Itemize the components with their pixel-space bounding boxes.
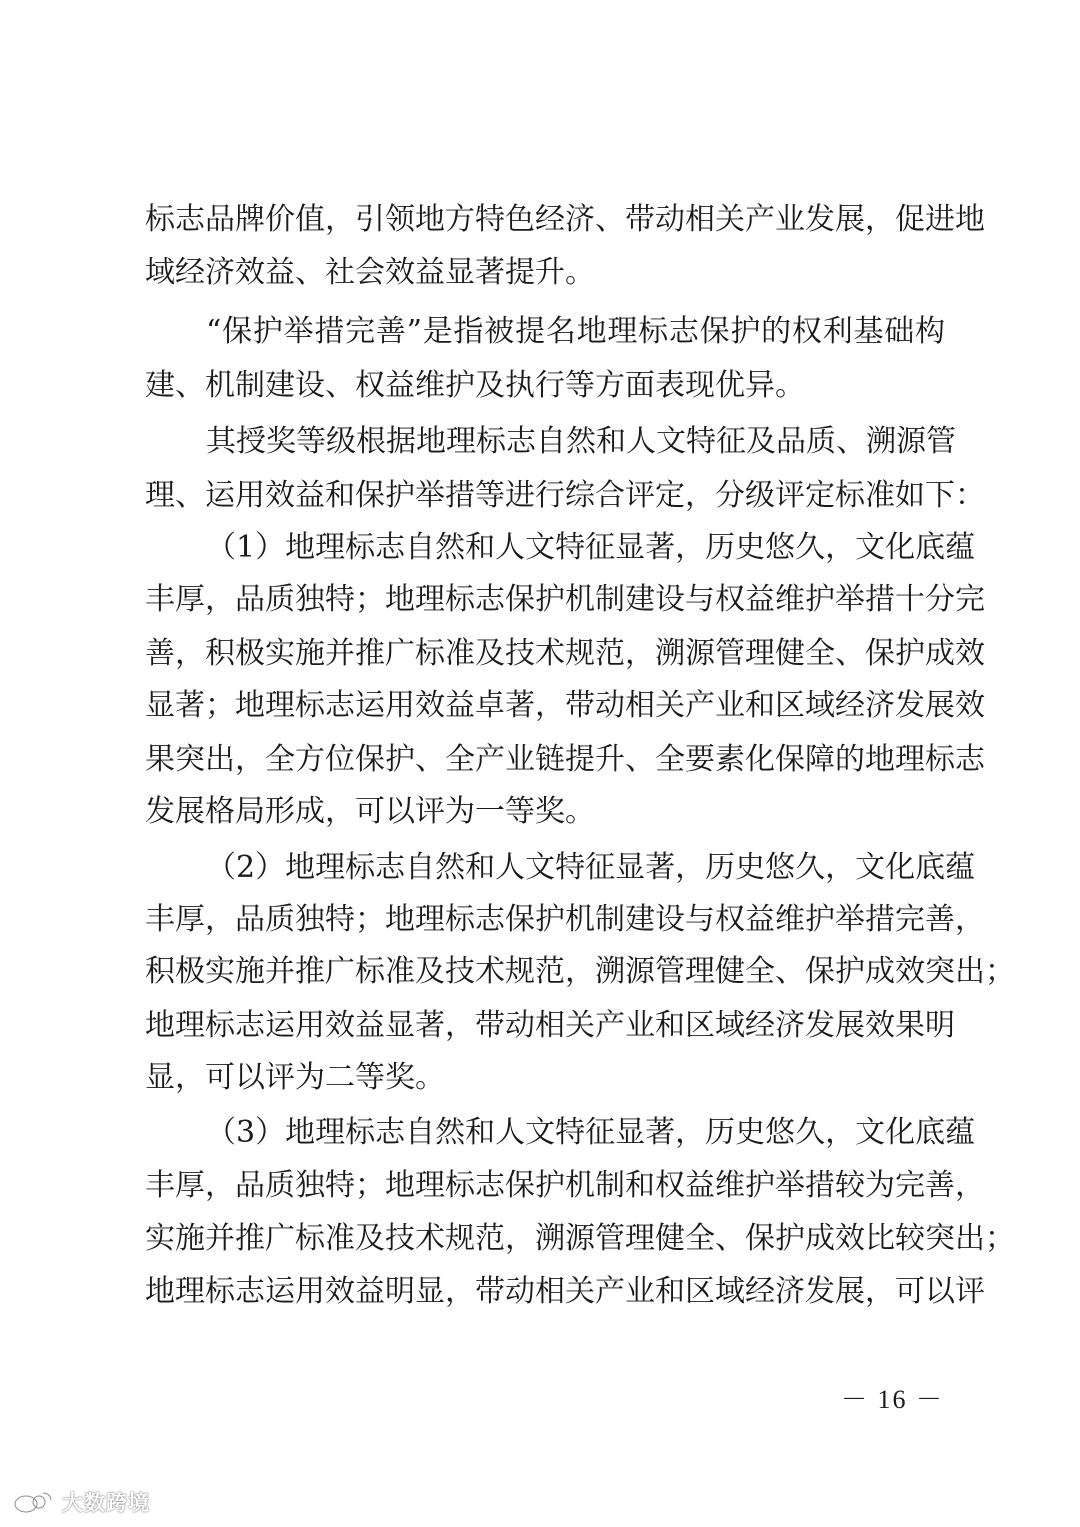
text-line: （1）地理标志自然和人文特征显著，历史悠久，文化底蕴 — [206, 530, 976, 565]
text-line: 实施并推广标准及技术规范，溯源管理健全、保护成效比较突出； — [145, 1221, 1015, 1256]
text-line: 理、运用效益和保护举措等进行综合评定，分级评定标准如下： — [145, 478, 985, 513]
text-line: 丰厚，品质独特；地理标志保护机制建设与权益维护举措完善， — [145, 902, 985, 937]
text-line: 积极实施并推广标准及技术规范，溯源管理健全、保护成效突出； — [145, 954, 1015, 989]
text-line: 发展格局形成，可以评为一等奖。 — [145, 794, 595, 829]
text-line: “保护举措完善”是指被提名地理标志保护的权利基础构 — [206, 314, 945, 349]
text-line: 建、机制建设、权益维护及执行等方面表现优异。 — [145, 368, 805, 403]
text-line: 果突出，全方位保护、全产业链提升、全要素化保障的地理标志 — [145, 742, 985, 777]
text-line: 善，积极实施并推广标准及技术规范，溯源管理健全、保护成效 — [145, 636, 985, 671]
text-line: 丰厚，品质独特；地理标志保护机制和权益维护举措较为完善， — [145, 1168, 985, 1203]
text-line: 地理标志运用效益显著，带动相关产业和区域经济发展效果明 — [145, 1008, 955, 1043]
page-number: － 16 － — [840, 1385, 944, 1414]
watermark-text: 大数跨境 — [62, 1491, 150, 1515]
watermark — [12, 1487, 150, 1517]
text-line: （2）地理标志自然和人文特征显著，历史悠久，文化底蕴 — [206, 850, 976, 885]
text-line: 丰厚，品质独特；地理标志保护机制建设与权益维护举措十分完 — [145, 582, 985, 617]
text-line: （3）地理标志自然和人文特征显著，历史悠久，文化底蕴 — [206, 1115, 976, 1150]
text-line: 其授奖等级根据地理标志自然和人文特征及品质、溯源管 — [206, 424, 956, 459]
text-line: 域经济效益、社会效益显著提升。 — [145, 255, 595, 290]
weibo-like-logo-icon — [12, 1488, 56, 1516]
text-line: 显，可以评为二等奖。 — [145, 1060, 445, 1095]
text-line: 地理标志运用效益明显，带动相关产业和区域经济发展，可以评 — [145, 1274, 985, 1309]
text-line: 标志品牌价值，引领地方特色经济、带动相关产业发展，促进地 — [145, 202, 985, 237]
text-line: 显著；地理标志运用效益卓著，带动相关产业和区域经济发展效 — [145, 688, 985, 723]
